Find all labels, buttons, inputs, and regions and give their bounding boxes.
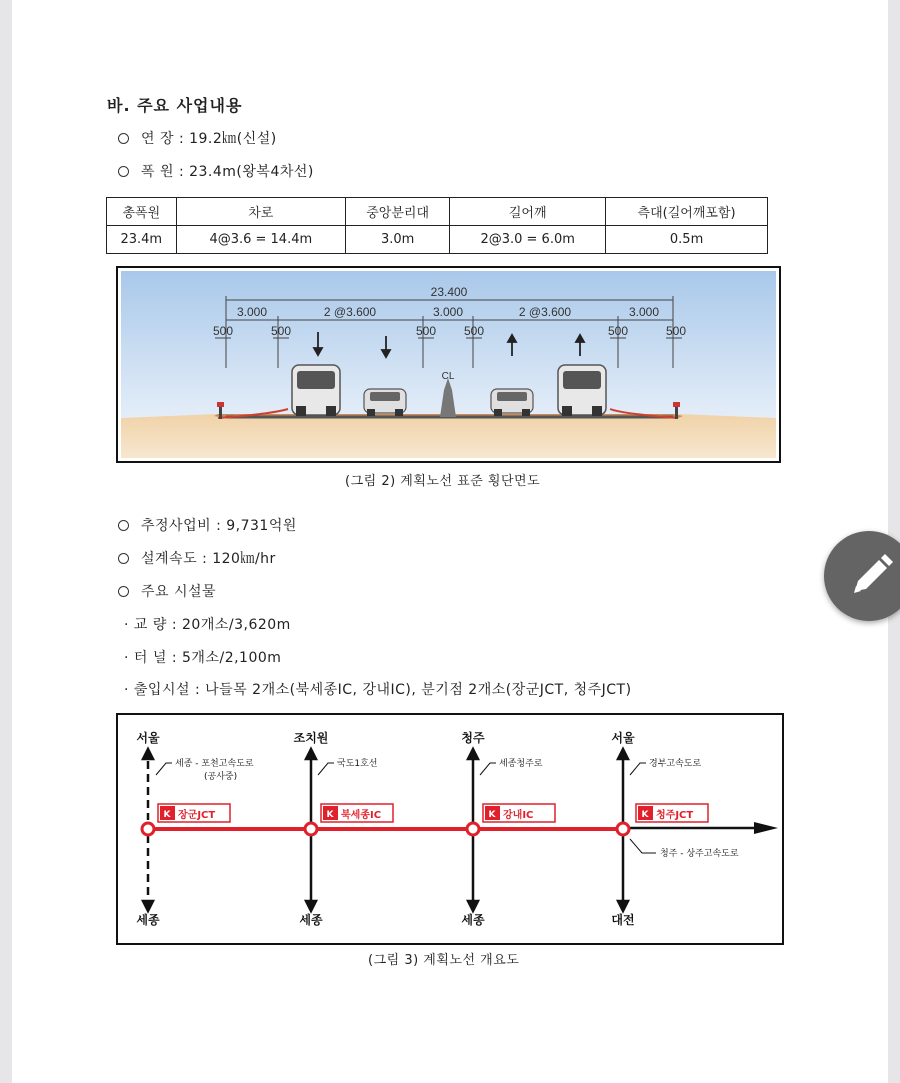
section-title: 바. 주요 사업내용 xyxy=(107,96,243,115)
tick-label: 500 xyxy=(212,324,234,338)
bullet-value: : 23.4m(왕복4차선) xyxy=(178,164,314,180)
pencil-icon xyxy=(842,546,900,606)
bullet-label: 주요 시설물 xyxy=(141,584,217,600)
table-cell: 2@3.0 = 6.0m xyxy=(450,226,606,254)
cross-section-drawing xyxy=(118,268,779,461)
table-cell: 0.5m xyxy=(606,226,768,254)
tick-label: 500 xyxy=(607,324,629,338)
facility-access: · 출입시설 : 나들목 2개소(북세종IC, 강내IC), 분기점 2개소(장군JCT, 청주JCT) xyxy=(124,682,632,698)
interchange-label: 강내IC xyxy=(503,810,534,821)
bottom-destination-label: 대전 xyxy=(611,913,635,927)
circle-bullet-icon xyxy=(118,586,129,597)
top-destination-label: 조치원 xyxy=(293,731,329,745)
bullet-value: : 120㎞/hr xyxy=(202,551,276,567)
facility-label: 출입시설 xyxy=(133,682,191,698)
tick-label: 500 xyxy=(463,324,485,338)
bus-left xyxy=(292,365,340,416)
svg-text:K: K xyxy=(163,810,171,820)
road-status-label: (공사중) xyxy=(204,772,238,782)
centerline-label: CL xyxy=(441,371,455,382)
bullet-value: : 9,731억원 xyxy=(216,518,297,534)
facility-label: 터 널 xyxy=(133,650,167,666)
top-destination-label: 서울 xyxy=(136,731,160,745)
facility-label: 교 량 xyxy=(133,617,167,633)
figure2-caption: (그림 2) 계획노선 표준 횡단면도 xyxy=(345,474,541,489)
tick-label: 500 xyxy=(415,324,437,338)
table-header-cell: 차로 xyxy=(176,198,345,226)
facility-tunnel: · 터 널 : 5개소/2,100m xyxy=(124,650,282,666)
east-arrow-icon xyxy=(754,822,778,834)
tick-label: 500 xyxy=(665,324,687,338)
circle-bullet-icon xyxy=(118,133,129,144)
circle-bullet-icon xyxy=(118,520,129,531)
circle-bullet-icon xyxy=(118,166,129,177)
figure3-caption: (그림 3) 계획노선 개요도 xyxy=(368,953,520,968)
table-header-cell: 측대(길어깨포함) xyxy=(606,198,768,226)
table-cell: 23.4m xyxy=(107,226,177,254)
node-badges xyxy=(158,804,708,822)
car-right xyxy=(491,389,533,416)
left-post xyxy=(219,405,222,419)
car-left xyxy=(364,389,406,416)
bottom-destination-label: 세종 xyxy=(461,913,485,927)
interchange-label: 북세종IC xyxy=(341,810,382,821)
interchange-label: 청주JCT xyxy=(656,810,694,821)
segment-label: 3.000 xyxy=(432,305,464,319)
cross-section-figure xyxy=(116,266,781,463)
table-header-cell: 길어깨 xyxy=(450,198,606,226)
facility-value: : 나들목 2개소(북세종IC, 강내IC), 분기점 2개소(장군JCT, 청주JCT) xyxy=(194,682,632,698)
bullet-value: : 19.2㎞(신설) xyxy=(178,131,277,147)
road-name-label: 세종 - 포천고속도로 xyxy=(175,759,254,769)
bullet-label: 설계속도 xyxy=(141,551,198,567)
segment-label: 2 @3.600 xyxy=(518,305,572,319)
bullet-facilities xyxy=(118,581,216,601)
circle-bullet-icon xyxy=(118,553,129,564)
interchange-label: 장군JCT xyxy=(178,810,216,821)
table-header-cell: 중앙분리대 xyxy=(346,198,450,226)
right-post xyxy=(675,405,678,419)
bullet-label: 연 장 xyxy=(141,131,174,147)
table-header-cell: 총폭원 xyxy=(107,198,177,226)
table-header-row xyxy=(107,198,768,226)
tick-label: 500 xyxy=(270,324,292,338)
road-name-label: 국도1호선 xyxy=(337,759,378,769)
segment-label: 2 @3.600 xyxy=(323,305,377,319)
total-width-label: 23.400 xyxy=(430,285,468,299)
bullet-speed xyxy=(118,548,276,568)
facility-bridge: · 교 량 : 20개소/3,620m xyxy=(124,617,291,633)
route-overview-figure xyxy=(116,713,784,945)
bus-right xyxy=(558,365,606,416)
svg-text:K: K xyxy=(641,810,649,820)
svg-text:K: K xyxy=(326,810,334,820)
east-road-label: 청주 - 상주고속도로 xyxy=(660,849,739,859)
road-name-label: 세종청주로 xyxy=(499,759,543,769)
spec-table xyxy=(106,197,768,254)
bullet-length xyxy=(118,128,277,148)
top-destination-label: 청주 xyxy=(461,731,485,745)
segment-label: 3.000 xyxy=(628,305,660,319)
bottom-destination-label: 세종 xyxy=(299,913,323,927)
bottom-destination-label: 세종 xyxy=(136,913,160,927)
facility-value: : 20개소/3,620m xyxy=(171,617,291,633)
route-diagram xyxy=(118,715,782,943)
bullet-label: 추정사업비 xyxy=(141,518,212,534)
facility-value: : 5개소/2,100m xyxy=(171,650,282,666)
table-cell: 4@3.6 = 14.4m xyxy=(176,226,345,254)
bullet-label: 폭 원 xyxy=(141,164,174,180)
segment-label: 3.000 xyxy=(236,305,268,319)
road-name-label: 경부고속도로 xyxy=(649,759,702,769)
table-cell: 3.0m xyxy=(346,226,450,254)
top-destination-label: 서울 xyxy=(611,731,635,745)
svg-text:K: K xyxy=(488,810,496,820)
embankment-shape xyxy=(121,414,776,458)
bullet-width xyxy=(118,161,314,181)
bullet-cost xyxy=(118,515,297,535)
table-row xyxy=(107,226,768,254)
